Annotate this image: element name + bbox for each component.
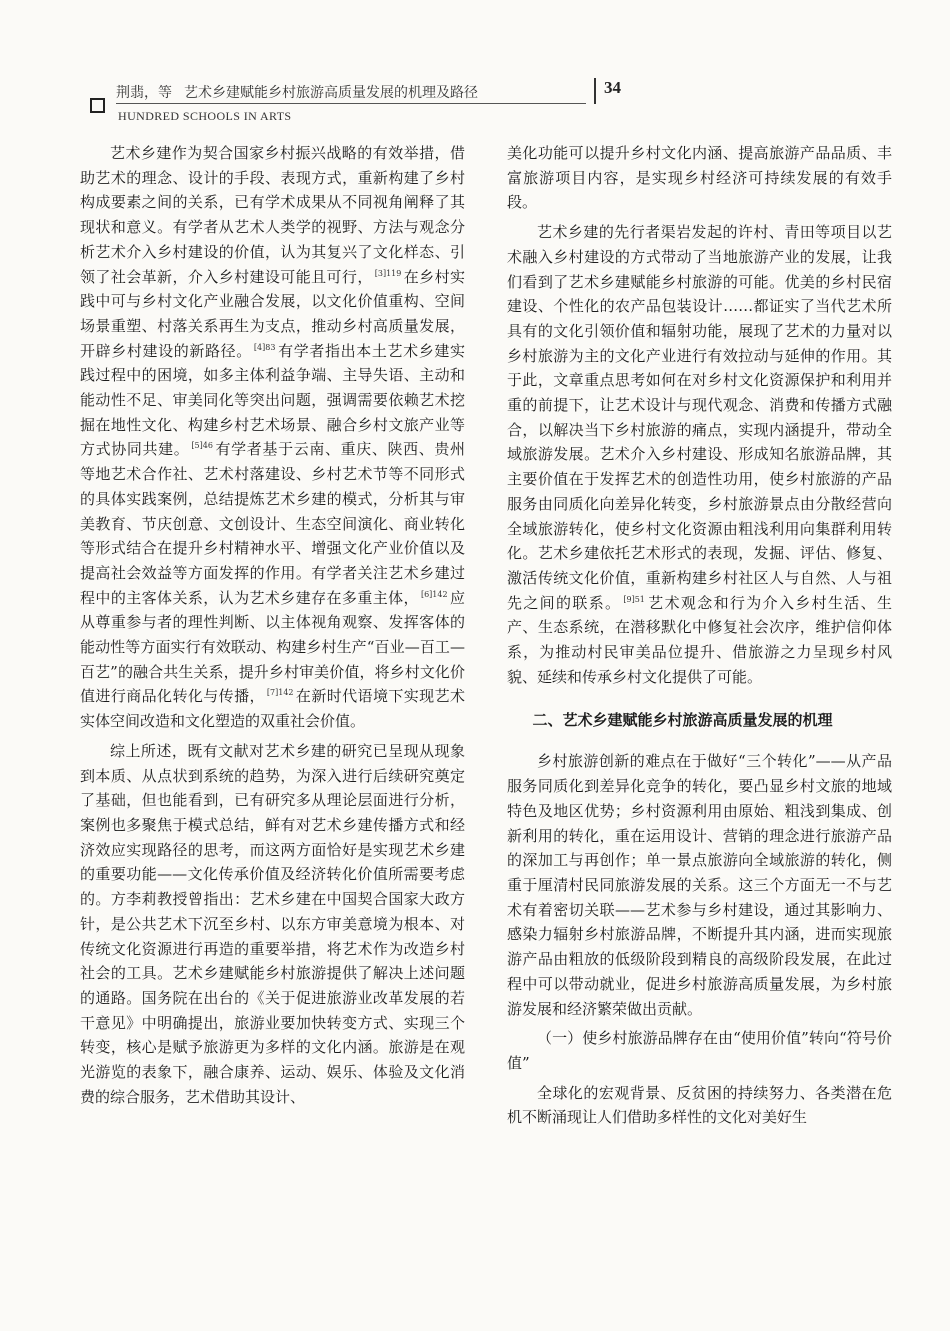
text-segment: 有学者基于云南、重庆、陕西、贵州等地艺术合作社、艺术村落建设、乡村艺术节等不同形式的具体实践案例，总结提炼艺术乡建的模式，分析其与审美教育、节庆创意、文创设计、生态空间演化、商业转化等形式结合在提升乡村精神水平、增强文化产业价值以及提高社会效益等方面发挥的作用。有学者关注艺术乡建过程中的主客体关系，认为艺术乡建存在多重主体， [80, 440, 465, 607]
citation: [9]51 [623, 594, 645, 604]
citation: [3]119 [374, 268, 402, 278]
citation: [5]46 [191, 441, 213, 451]
page-number: 34 [604, 78, 621, 97]
paragraph-pioneers [507, 220, 892, 689]
text-segment: 有学者指出本土艺术乡建实践过程中的困境，如多主体利益争端、主导失语、主动和能动性不足、审美同化等突出问题，强调需要依赖艺术挖掘在地性文化、构建乡村艺术场景、融合乡村文旅产业等方式协同共建。 [80, 341, 465, 459]
text-segment: 应从尊重参与者的理性判断、以主体视角观察、发挥客体的能动性等方面实行有效联动、构建乡村生产“百业—百工—百艺”的融合共生关系，提升乡村审美价值，将乡村文化价值进行商品化转化与传播， [80, 588, 465, 706]
text-segment: 艺术乡建作为契合国家乡村振兴战略的有效举措，借助艺术的理念、设计的手段、表现方式，重新构建了乡村构成要素之间的关系，已有学术成果从不同视角阐释了其现状和意义。有学者从艺术人类学的视野、方法与观念分析艺术介入乡村建设的价值，认为其复兴了文化样态、引领了社会革新，介入乡村建设可能且可行， [80, 144, 465, 286]
text-segment: 艺术乡建的先行者渠岩发起的许村、青田等项目以艺术融入乡村建设的方式带动了当地旅游产业的发展，让我们看到了艺术乡建赋能乡村旅游的可能。优美的乡村民宿建设、个性化的农产品包装设计……都证实了当代艺术所具有的文化引领价值和辐射功能，展现了艺术的力量对以乡村旅游为主的文化产业进行有效拉动与延伸的作用。其于此，文章重点思考如何在对乡村文化资源保护和利用并重的前提下，让艺术设计与现代观念、消费和传播方式融合，以解决当下乡村旅游的痛点，实现内涵提升，带动全域旅游发展。艺术介入乡村建设、形成知名旅游品牌，其主要价值在于发挥艺术的创造性功用，使乡村旅游的产品服务由同质化向差异化转变，乡村旅游景点由分散经营向全域旅游转化，使乡村文化资源由粗浅利用向集群利用转化。艺术乡建依托艺术形式的表现，发掘、评估、修复、激活传统文化价值，重新构建乡村社区人与自然、人与祖先之间的联系。 [507, 223, 892, 612]
section-heading: 二、艺术乡建赋能乡村旅游高质量发展的机理 [532, 711, 833, 730]
paragraph-continued: 美化功能可以提升乡村文化内涵、提高旅游产品品质、丰富旅游项目内容，是实现乡村经济可持续发展的有效手段。 [507, 144, 892, 212]
paragraph-three-transformations: 乡村旅游创新的难点在于做好“三个转化”——从产品服务同质化到差异化竞争的转化，要凸显乡村文旅的地域特色及地区优势；乡村资源利用由原始、粗浅到集成、创新利用的转化，重在运用设计、营销的理念进行旅游产品的深加工与再创作；单一景点旅游向全域旅游的转化，侧重于厘清村民同旅游发展的关系。这三个方面无一不与艺术有着密切关联——艺术参与乡村建设，通过其影响力、感染力辐射乡村旅游品牌，不断提升其内涵，进而实现旅游产品由粗放的低级阶段到精良的高级阶段发展，在此过程中可以带动就业，促进乡村旅游高质量发展，为乡村旅游发展和经济繁荣做出贡献。 [507, 752, 892, 1018]
text-segment: 在乡村实践中可与乡村文化产业融合发展，以文化价值重构、空间场景重塑、村落关系再生为支点，推动乡村高质量发展，开辟乡村建设的新路径。 [80, 267, 465, 360]
header-line [116, 82, 478, 102]
header-authors: 荆翡，等 [116, 85, 172, 101]
paragraph-summary: 综上所述，既有文献对艺术乡建的研究已呈现从现象到本质、从点状到系统的趋势，为深入进行后续研究奠定了基础，但也能看到，已有研究多从理论层面进行分析，案例也多聚焦于模式总结，鲜有对艺术乡建传播方式和经济效应实现路径的思考，而这两方面恰好是实现艺术乡建的重要功能——文化传承价值及经济转化价值所需要考虑的。方李莉教授曾指出：艺术乡建在中国契合国家大政方针，是公共艺术下沉至乡村、以东方审美意境为根本、对传统文化资源进行再造的重要举措，将艺术作为改造乡村社会的工具。艺术乡建赋能乡村旅游提供了解决上述问题的通路。国务院在出台的《关于促进旅游业改革发展的若干意见》中明确提出，旅游业要加快转变方式、实现三个转变，核心是赋予旅游更为多样的文化内涵。旅游是在观光游览的表象下，融合康养、运动、娱乐、体验及文化消费的综合服务，艺术借助其设计、 [80, 741, 465, 1106]
left-column [80, 141, 465, 1114]
paragraph-globalization: 全球化的宏观背景、反贫困的持续努力、各类潜在危机不断涌现让人们借助多样性的文化对美好生 [507, 1083, 892, 1127]
right-column [507, 141, 892, 1135]
citation: [4]83 [253, 342, 276, 352]
header-journal-name: HUNDRED SCHOOLS IN ARTS [118, 109, 292, 123]
citation: [7]142 [266, 688, 294, 698]
citation: [6]142 [420, 589, 448, 599]
header-vertical-rule [594, 78, 596, 104]
header-article-title: 艺术乡建赋能乡村旅游高质量发展的机理及路径 [184, 85, 478, 101]
running-header [78, 76, 890, 126]
paragraph-literature-review [80, 141, 465, 734]
header-square-icon [90, 98, 105, 113]
header-rule [116, 103, 586, 104]
text-segment: 在新时代语境下实现艺术实体空间改造和文化塑造的双重社会价值。 [80, 687, 465, 731]
subsection-heading: （一）使乡村旅游品牌存在由“使用价值”转向“符号价值” [507, 1029, 892, 1072]
text-segment: 艺术观念和行为介入乡村生活、生产、生态系统，在潜移默化中修复社会次序，维护信仰体系，为推动村民审美品位提升、借旅游之力呈现乡村风貌、延续和传承乡村文化提供了可能。 [507, 593, 892, 686]
